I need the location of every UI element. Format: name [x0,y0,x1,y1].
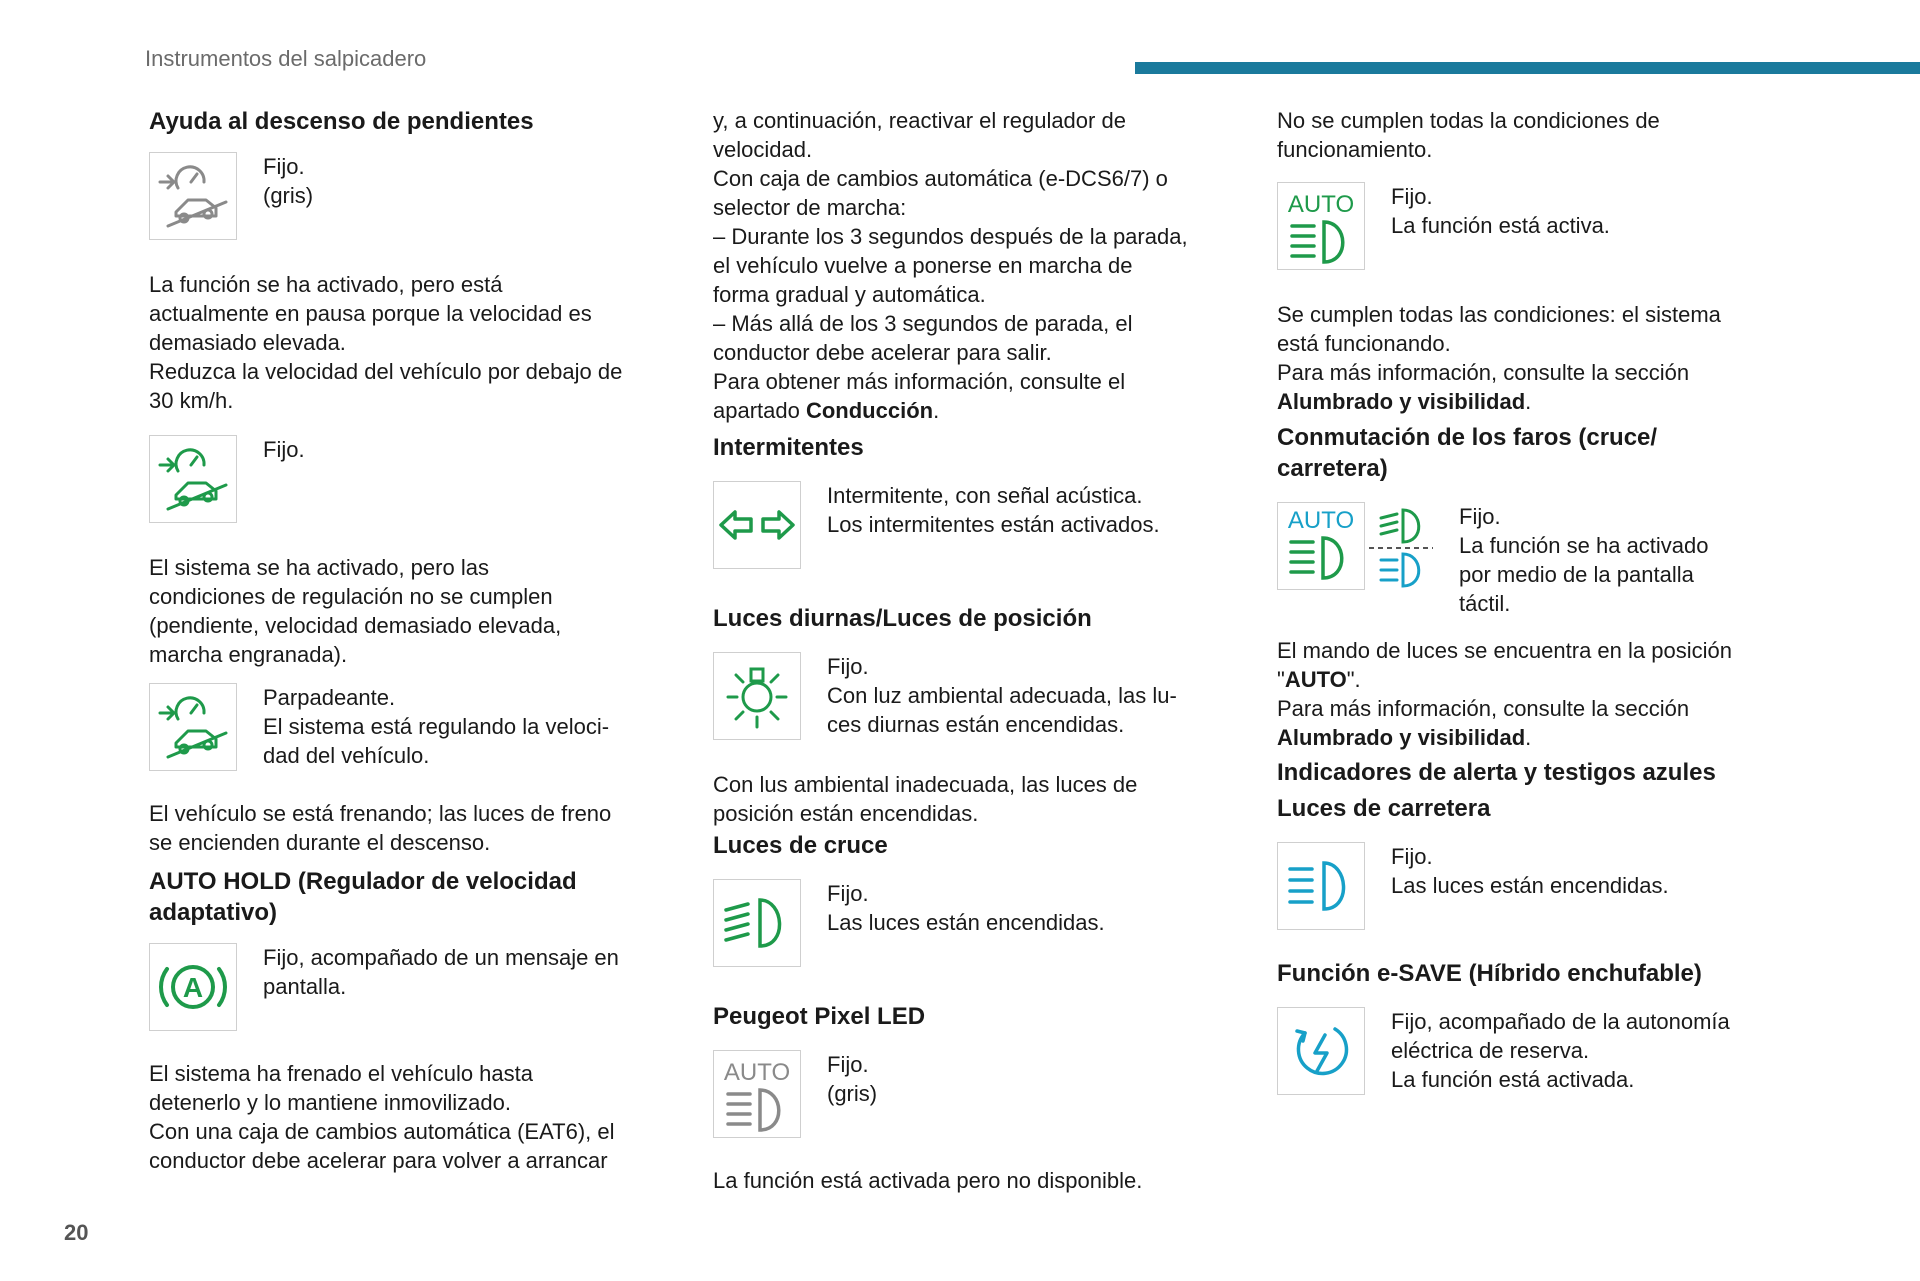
column-1 [149,106,679,1175]
auto-headlamp-icon [1277,182,1365,270]
text-line: conductor debe acelerar para salir. [713,340,1052,365]
bold-reference-lighting: Alumbrado y visibilidad [1277,725,1526,750]
heading-auto-hold [149,866,679,928]
text-line: Fijo. [1391,844,1433,869]
pixel-led-grey-icon [713,1050,801,1138]
text-line: La función se ha activado [1459,533,1709,558]
text-line: El mando de luces se encuentra en la posición [1277,638,1732,663]
auto-headlamp-label: AUTO [1287,191,1355,218]
paragraph-auto-hold [149,1059,679,1175]
daytime-lights-desc [827,652,1177,739]
text-line: se encienden durante el descenso. [149,830,491,855]
text-line: Con luz ambiental adecuada, las lu- [827,683,1177,708]
auto-hold-desc [263,943,619,1001]
paragraph-paused [149,270,679,415]
text-line: carretera) [1277,455,1388,482]
auto-hold-icon [149,943,237,1031]
text-line: Las luces están encendidas. [1391,873,1669,898]
descent-flashing-row [149,683,679,771]
text-line: El sistema ha frenado el vehículo hasta [149,1061,534,1086]
text-line: dad del vehículo. [263,743,430,768]
text-line: forma gradual y automática. [713,282,986,307]
pixel-led-auto-label: AUTO [723,1059,791,1086]
text-line: Parpadeante. [263,685,396,710]
text-line: posición están encendidas. [713,801,979,826]
paragraph-position-lights [713,770,1253,828]
page-header-title: Instrumentos del salpicadero [145,46,427,71]
auto-beam-switch-icon [1277,502,1435,590]
e-save-desc [1391,1007,1730,1094]
paragraph-conditions [149,553,679,669]
text-line: La función está activada. [1391,1067,1635,1092]
text-line: selector de marcha: [713,195,907,220]
text-line: 30 km/h. [149,388,234,413]
text-line: y, a continuación, reactivar el regulador de [713,108,1126,133]
text-line [713,396,1253,425]
text-line: táctil. [1459,591,1511,616]
heading-descent-assist: Ayuda al descenso de pendientes [149,108,534,135]
descent-green-desc [263,435,305,464]
dipped-beam-icon [713,879,801,967]
text-line: está funcionando. [1277,331,1451,356]
text-line: Alumbrado y visibilidad. [1277,389,1532,414]
text-line: conductor debe acelerar para volver a arrancar [149,1148,608,1173]
text-line: El sistema está regulando la veloci- [263,714,610,739]
text-line: (pendiente, velocidad demasiado elevada, [149,613,562,638]
text-line: La función está activa. [1391,213,1610,238]
descent-flashing-desc [263,683,609,770]
text-line: Fijo. [263,154,305,179]
descent-grey-row [149,152,679,240]
main-beam-row [1277,842,1817,930]
heading-pixel-led: Peugeot Pixel LED [713,1003,926,1030]
text-line: actualmente en pausa porque la velocidad es [149,301,592,326]
text-line: Con caja de cambios automática (e-DCS6/7) o [713,166,1168,191]
page-number: 20 [64,1220,89,1245]
daytime-lights-icon [713,652,801,740]
text-line: Reduzca la velocidad del vehículo por debajo de [149,359,623,384]
turn-signals-icon [713,481,801,569]
text-line: Se cumplen todas las condiciones: el sistema [1277,302,1721,327]
text-line: funcionamiento. [1277,137,1433,162]
text-line: Fijo. [827,1052,869,1077]
text-line: No se cumplen todas la condiciones de [1277,108,1660,133]
bold-reference-lighting: Alumbrado y visibilidad [1277,389,1526,414]
text-line: Fijo. [1459,504,1501,529]
text-line: Fijo. [827,881,869,906]
pixel-led-desc [827,1050,877,1108]
bold-reference-driving: Conducción [805,398,934,423]
text-line: Fijo, acompañado de un mensaje en [263,945,619,970]
bold-auto: AUTO [1284,667,1347,692]
text-line: La función se ha activado, pero está [149,272,503,297]
heading-dipped-beam: Luces de cruce [713,832,888,859]
text-line: ces diurnas están encendidas. [827,712,1125,737]
text-line: por medio de la pantalla [1459,562,1694,587]
text-line: La función está activada pero no disponible. [713,1168,1143,1193]
text-line: (gris) [827,1081,878,1106]
descent-green-row [149,435,679,523]
text-span: " [1277,667,1285,692]
dipped-beam-desc [827,879,1105,937]
text-line: pantalla. [263,974,347,999]
descent-grey-desc [263,152,313,210]
paragraph-braking [149,799,679,857]
text-span: ". [1346,667,1361,692]
text-line: – Más allá de los 3 segundos de parada, el [713,311,1133,336]
heading-turn-signals: Intermitentes [713,434,864,461]
header-accent-bar [1135,62,1920,74]
paragraph-continuation [713,106,1253,425]
text-line: Para más información, consulte la sección [1277,360,1690,385]
text-line: El sistema se ha activado, pero las [149,555,489,580]
auto-headlamp-row [1277,182,1817,270]
e-save-icon [1277,1007,1365,1095]
paragraph-not-available [713,1166,1253,1195]
column-3 [1277,106,1817,1095]
text-line: adaptativo) [149,899,278,926]
column-2 [713,106,1253,1195]
text-line: eléctrica de reserva. [1391,1038,1590,1063]
descent-assist-grey-icon [149,152,237,240]
text-line: Fijo. [263,437,305,462]
text-line: Conmutación de los faros (cruce/ [1277,424,1658,451]
text-line: Los intermitentes están activados. [827,512,1160,537]
text-line: Fijo, acompañado de la autonomía [1391,1009,1730,1034]
text-line: velocidad. [713,137,813,162]
heading-daytime-lights: Luces diurnas/Luces de posición [713,605,1092,632]
pixel-led-row [713,1050,1253,1138]
descent-assist-green-icon [149,435,237,523]
text-line: Fijo. [1391,184,1433,209]
text-line: Las luces están encendidas. [827,910,1105,935]
paragraph-system-working [1277,300,1817,416]
text-line: demasiado elevada. [149,330,346,355]
text-line: Con una caja de cambios automática (EAT6), el [149,1119,615,1144]
main-beam-icon [1277,842,1365,930]
text-line: Para más información, consulte la sección [1277,696,1690,721]
text-line: El vehículo se está frenando; las luces de freno [149,801,612,826]
text-span: apartado [713,398,806,423]
paragraph-lights-switch [1277,636,1817,752]
text-line: detenerlo y lo mantiene inmovilizado. [149,1090,511,1115]
text-line: condiciones de regulación no se cumplen [149,584,553,609]
heading-blue-indicators: Indicadores de alerta y testigos azules [1277,759,1716,786]
beam-switch-desc [1459,502,1709,618]
text-line: AUTO HOLD (Regulador de velocidad [149,868,577,895]
descent-assist-flashing-icon [149,683,237,771]
turn-signals-desc [827,481,1160,539]
auto-headlamp-desc [1391,182,1610,240]
e-save-row [1277,1007,1817,1095]
text-line: – Durante los 3 segundos después de la parada, [713,224,1188,249]
text-span: . [933,398,940,423]
text-line: el vehículo vuelve a ponerse en marcha de [713,253,1133,278]
text-line [1277,665,1817,694]
heading-beam-switching [1277,422,1817,484]
paragraph-conditions-not-met [1277,106,1817,164]
main-beam-desc [1391,842,1669,900]
auto-hold-row [149,943,679,1031]
daytime-lights-row [713,652,1253,740]
text-line: Con lus ambiental inadecuada, las luces de [713,772,1138,797]
text-line: (gris) [263,183,314,208]
beam-switch-row [1277,502,1817,618]
beam-switch-auto-label: AUTO [1287,507,1355,534]
svg-text:A: A [182,972,204,1003]
dipped-beam-row [713,879,1253,967]
turn-signals-row [713,481,1253,569]
text-line: Intermitente, con señal acústica. [827,483,1143,508]
text-line: Fijo. [827,654,869,679]
text-line: Alumbrado y visibilidad. [1277,725,1532,750]
heading-main-beam: Luces de carretera [1277,795,1491,822]
text-line: marcha engranada). [149,642,348,667]
text-line: Para obtener más información, consulte el [713,369,1126,394]
heading-e-save: Función e-SAVE (Híbrido enchufable) [1277,960,1702,987]
